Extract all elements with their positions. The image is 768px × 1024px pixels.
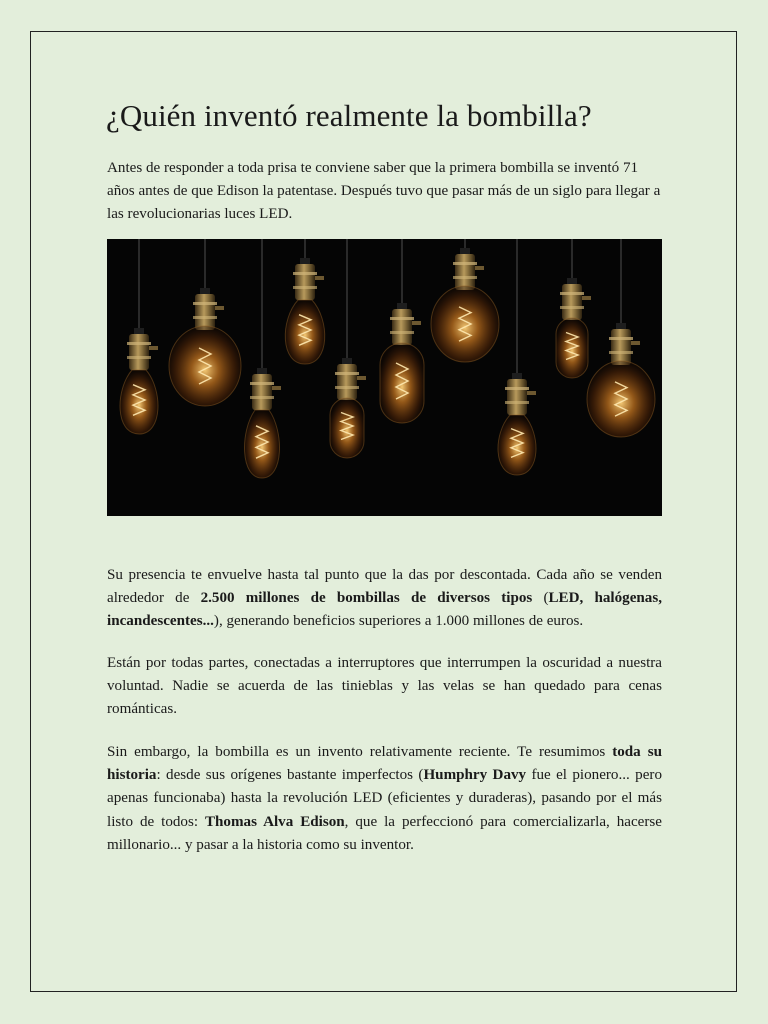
hanging-bulb [169,239,241,406]
history-paragraph [107,741,662,857]
everywhere-paragraph: Están por todas partes, conectadas a interruptores que interrumpen la oscuridad a nuestra voluntad. Nadie se acuerda de las tinieblas y las velas se han quedado para cenas románticas. [107,655,662,718]
article-title: ¿Quién inventó realmente la bombilla? [106,98,592,133]
sales-paragraph [107,564,662,634]
history-text-3: fue el pionero... pero apenas funcionaba) hasta la revolución LED (eficientes y duraderas), pasando por el más listo de todos: [107,767,662,830]
thomas-edison-bold: Thomas Alva Edison [204,813,345,830]
hanging-bulb [498,239,536,475]
hanging-bulb [120,239,158,434]
light-bulbs-photo [107,239,662,516]
bulb-types-bold: LED, halógenas, incandescentes... [107,590,662,630]
hanging-bulb [245,239,281,478]
sales-count-bold: 2.500 millones de bombillas de diversos tipos [200,590,533,607]
hanging-bulb [431,239,499,362]
history-text-2: : desde sus orígenes bastante imperfectos ( [156,767,424,784]
hanging-bulb [556,239,591,378]
hanging-bulb [285,239,324,364]
hanging-bulb [380,239,424,423]
hanging-bulb [330,239,366,458]
history-text-4: , que la perfeccionó para comercializarla, hacerse millonario... y pasar a la historia como su inventor. [107,813,662,853]
history-text-1: Sin embargo, la bombilla es un invento relativamente reciente. Te resumimos [107,744,613,760]
hanging-bulb [587,239,655,437]
sales-text-2: ( [532,590,549,607]
history-bold: toda su historia [107,744,662,784]
intro-paragraph: Antes de responder a toda prisa te conviene saber que la primera bombilla se inventó 71 años antes de que Edison la patentase. Después tuvo que pasar más de un siglo para llegar a las revolucionarias luces LED. [107,160,661,223]
sales-text-3: ), generando beneficios superiores a 1.000 millones de euros. [213,613,584,630]
sales-text-1: Su presencia te envuelve hasta tal punto que la das por descontada. Cada año se venden alrededor de [107,567,662,607]
humphry-davy-bold: Humphry Davy [423,767,527,784]
